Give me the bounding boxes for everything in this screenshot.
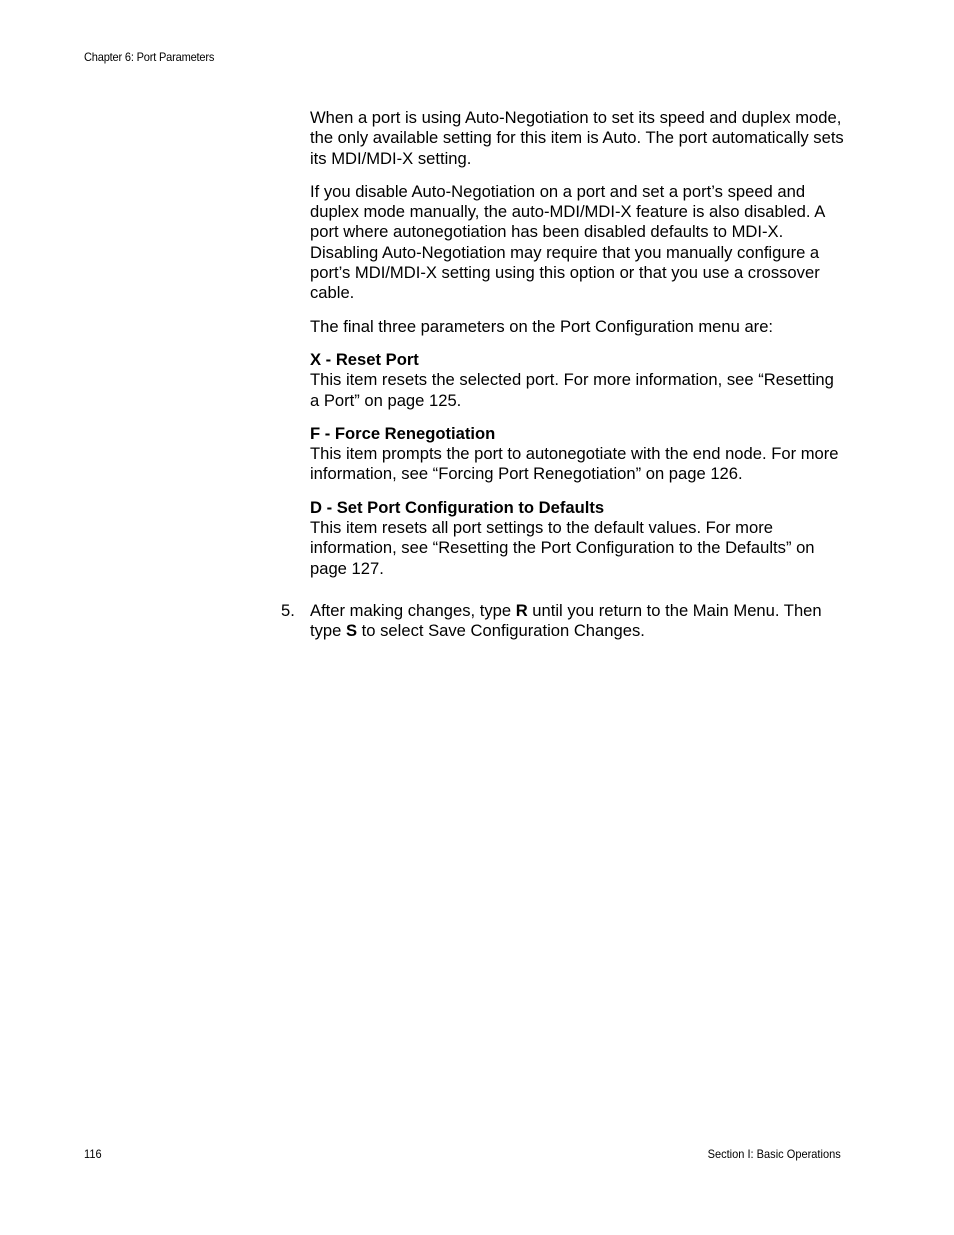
- menu-item-reset-port: [310, 350, 845, 411]
- step-text: [310, 601, 845, 642]
- step-number: 5.: [281, 601, 295, 620]
- step-text-part: until you return to the Main Menu. Then type: [310, 601, 822, 641]
- paragraph: When a port is using Auto-Negotiation to set its speed and duplex mode, the only available setting for this item is Auto. The port automatically sets its MDI/MDI-X setting.: [310, 108, 844, 168]
- item-title: X - Reset Port: [310, 349, 419, 369]
- item-title: F - Force Renegotiation: [310, 423, 496, 443]
- item-description: This item resets all port settings to the default values. For more information, see “Resetting the Port Configuration to the Defaults” on page 127.: [310, 518, 815, 578]
- step-text-part: After making changes, type: [310, 601, 516, 620]
- item-description: This item resets the selected port. For more information, see “Resetting a Port” on page 125.: [310, 370, 834, 410]
- menu-item-force-renegotiation: [310, 424, 845, 485]
- section-footer: Section I: Basic Operations: [707, 1147, 841, 1161]
- menu-item-set-defaults: [310, 498, 845, 579]
- item-description: This item prompts the port to autonegotiate with the end node. For more information, see “Forcing Port Renegotiation” on page 126.: [310, 444, 839, 484]
- key-r: R: [515, 601, 528, 620]
- body-text: [310, 108, 845, 592]
- page-number: 116: [84, 1147, 102, 1161]
- paragraph: The final three parameters on the Port Configuration menu are:: [310, 316, 774, 336]
- running-header: Chapter 6: Port Parameters: [84, 50, 215, 64]
- item-title: D - Set Port Configuration to Defaults: [310, 497, 605, 517]
- step-text-part: to select Save Configuration Changes.: [357, 621, 645, 641]
- paragraph: If you disable Auto-Negotiation on a port and set a port’s speed and duplex mode manually, the auto-MDI/MDI-X feature is also disabled. A port where autonegotiation has been disabled defaults to MDI-X. Disabling Auto-Negotiation may require that you manually configure a port’s MDI/MDI-X setting using this option or that you use a crossover cable.: [310, 181, 825, 303]
- key-s: S: [345, 621, 358, 641]
